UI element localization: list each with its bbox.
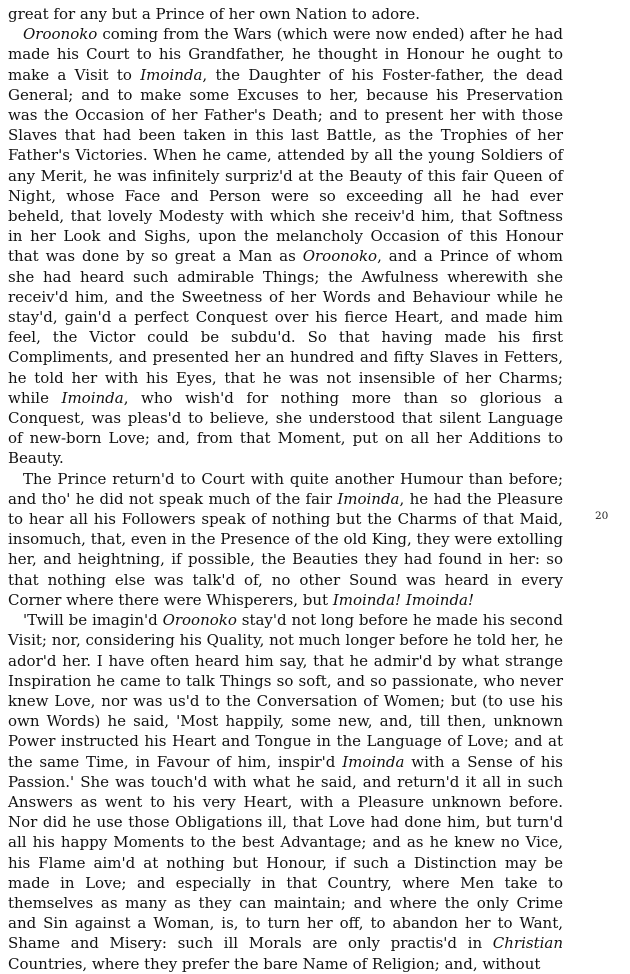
italic-text: Imoinda xyxy=(337,489,400,508)
text-span: Countries, where they prefer the bare Name of Religion; and, without xyxy=(8,954,541,973)
body-text xyxy=(8,4,563,974)
paragraph xyxy=(8,24,563,468)
italic-text: Imoinda! Imoinda! xyxy=(332,590,475,609)
paragraph xyxy=(8,4,563,24)
italic-text: Imoinda xyxy=(61,388,124,407)
italic-text: Imoinda xyxy=(342,752,405,771)
italic-text: Oroonoko xyxy=(23,25,98,44)
paragraph xyxy=(8,610,563,974)
text-span: , and a Prince of whom she had heard such admirable Things; the Awfulness wherewith she receiv'd him, and the Sweetness of her Words and Behaviour while he stay'd, gain'd a perfect Conquest over his fierce Heart, and made him feel, the Victor could be subdu'd. So that having made his first Compliments, and presented her an hundred and fifty Slaves in Fetters, he told her with his Eyes, that he was not insensible of her Charms; while xyxy=(8,247,563,407)
text-span: , he had the Pleasure to hear all his Followers speak of nothing but the Charms of that Maid, insomuch, that, even in the Presence of the old King, they were extolling her, and heightning, if possible, the Beauties they had found in her: so that nothing else was talk'd of, no other Sound was heard in every Corner where there were Whisperers, but xyxy=(8,489,563,609)
italic-text: Imoinda xyxy=(140,65,203,84)
italic-text: Oroonoko xyxy=(302,247,378,266)
text-span: stay'd not long before he made his second Visit; nor, considering his Quality, not much longer before he told her, he ador'd her. I have often heard him say, that he admir'd by what strange Inspiration he came to talk Things so soft, and so passionate, who never knew Love, nor was us'd to the Conversation of Women; but (to use his own Words) he said, 'Most happily, some new, and, till then, unknown Power instructed his Heart and Tongue in the Language of Love; and at the same Time, in Favour of him, inspir'd xyxy=(8,611,563,771)
line-number: 20 xyxy=(595,510,609,522)
text-span: great for any but a Prince of her own Nation to adore. xyxy=(8,5,420,23)
text-span: The Prince return'd to Court with quite another Humour than before; and tho' he did not speak much of the fair xyxy=(8,469,563,508)
text-span: , who wish'd for nothing more than so glorious a Conquest, was pleas'd to believe, she understood that silent Language of new-born Love; and, from that Moment, put on all her Additions to Beauty. xyxy=(8,388,563,468)
text-span: with a Sense of his Passion.' She was touch'd with what he said, and return'd it all in such Answers as went to his very Heart, with a Pleasure unknown before. Nor did he use those Obligations ill, that Love had done him, but turn'd all his happy Moments to the best Advantage; and as he knew no Vice, his Flame aim'd at nothing but Honour, if such a Distinction may be made in Love; and especially in that Country, where Men take to themselves as many as they can maintain; and where the only Crime and Sin against a Woman, is, to turn her off, to abandon her to Want, Shame and Misery: such ill Morals are only practis'd in xyxy=(8,752,563,953)
paragraph xyxy=(8,469,563,610)
italic-text: Christian xyxy=(492,934,563,953)
text-span: , the Daughter of his Foster-father, the dead General; and to make some Excuses to her, because his Preservation was the Occasion of her Father's Death; and to present her with those Slaves that had been taken in this last Battle, as the Trophies of her Father's Victories. When he came, attended by all the young Soldiers of any Merit, he was infinitely surpriz'd at the Beauty of this fair Queen of Night, whose Face and Person were so exceeding all he had ever beheld, that lovely Modesty with which she receiv'd him, that Softness in her Look and Sighs, upon the melancholy Occasion of this Honour that was done by so great a Man as xyxy=(8,65,563,266)
text-span: coming from the Wars (which were now ended) after he had made his Court to his Grandfather, he thought in Honour he ought to make a Visit to xyxy=(8,25,563,84)
italic-text: Oroonoko xyxy=(162,611,237,630)
text-span: 'Twill be imagin'd xyxy=(23,611,163,630)
